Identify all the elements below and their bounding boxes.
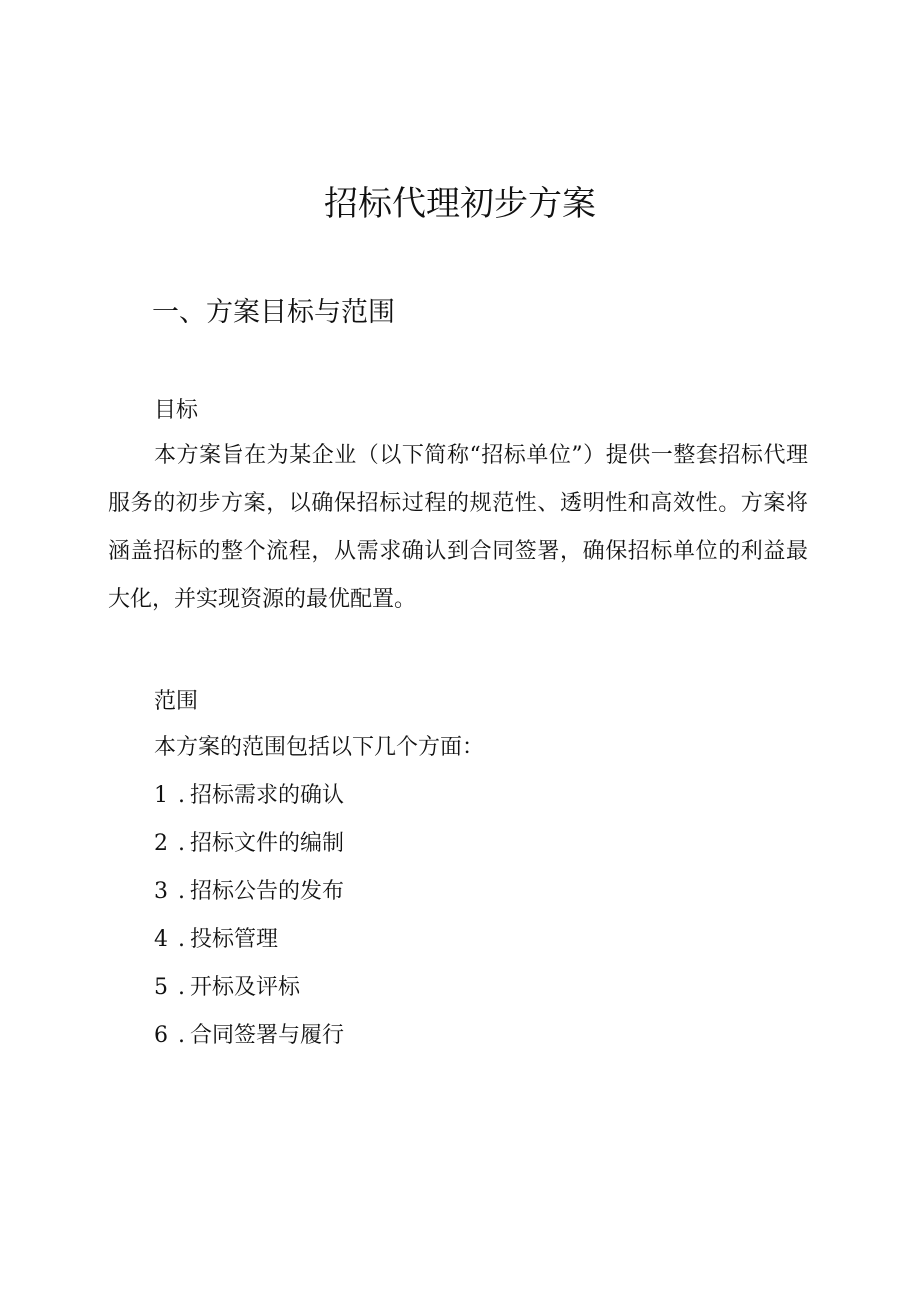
scope-list — [154, 772, 344, 1060]
list-item-number: 2 — [154, 831, 168, 856]
list-item-text: 招标需求的确认 — [190, 783, 345, 808]
document-title: 招标代理初步方案 — [324, 184, 596, 224]
list-item-number: 4 — [154, 927, 168, 952]
list-item-text: 合同签署与履行 — [190, 1023, 345, 1048]
list-item-number: 6 — [154, 1023, 168, 1048]
list-item-text: 开标及评标 — [190, 975, 301, 1000]
list-item: 5 . 开标及评标 — [154, 964, 344, 1012]
goal-paragraph: 本方案旨在为某企业（以下简称“招标单位”）提供一整套招标代理服务的初步方案，以确保招标过程的规范性、透明性和高效性。方案将涵盖招标的整个流程，从需求确认到合同签署，确保招标单位的利益最大化，并实现资源的最优配置。 — [108, 443, 808, 612]
list-item-text: 招标文件的编制 — [190, 831, 345, 856]
scope-intro-paragraph: 本方案的范围包括以下几个方面： — [154, 735, 485, 760]
list-item: 2 . 招标文件的编制 — [154, 820, 344, 868]
list-item-number: 3 — [154, 879, 168, 904]
list-item: 1 . 招标需求的确认 — [154, 772, 344, 820]
subheading-goal: 目标 — [154, 398, 199, 423]
list-item-number: 1 — [154, 783, 168, 808]
list-item-text: 招标公告的发布 — [190, 879, 345, 904]
list-item-number: 5 — [154, 975, 168, 1000]
section-heading-goals-scope: 一、方案目标与范围 — [152, 297, 395, 328]
list-item: 4 . 投标管理 — [154, 916, 344, 964]
list-item: 3 . 招标公告的发布 — [154, 868, 344, 916]
list-item: 6 . 合同签署与履行 — [154, 1012, 344, 1060]
list-item-text: 投标管理 — [190, 927, 279, 952]
subheading-scope: 范围 — [154, 689, 199, 714]
